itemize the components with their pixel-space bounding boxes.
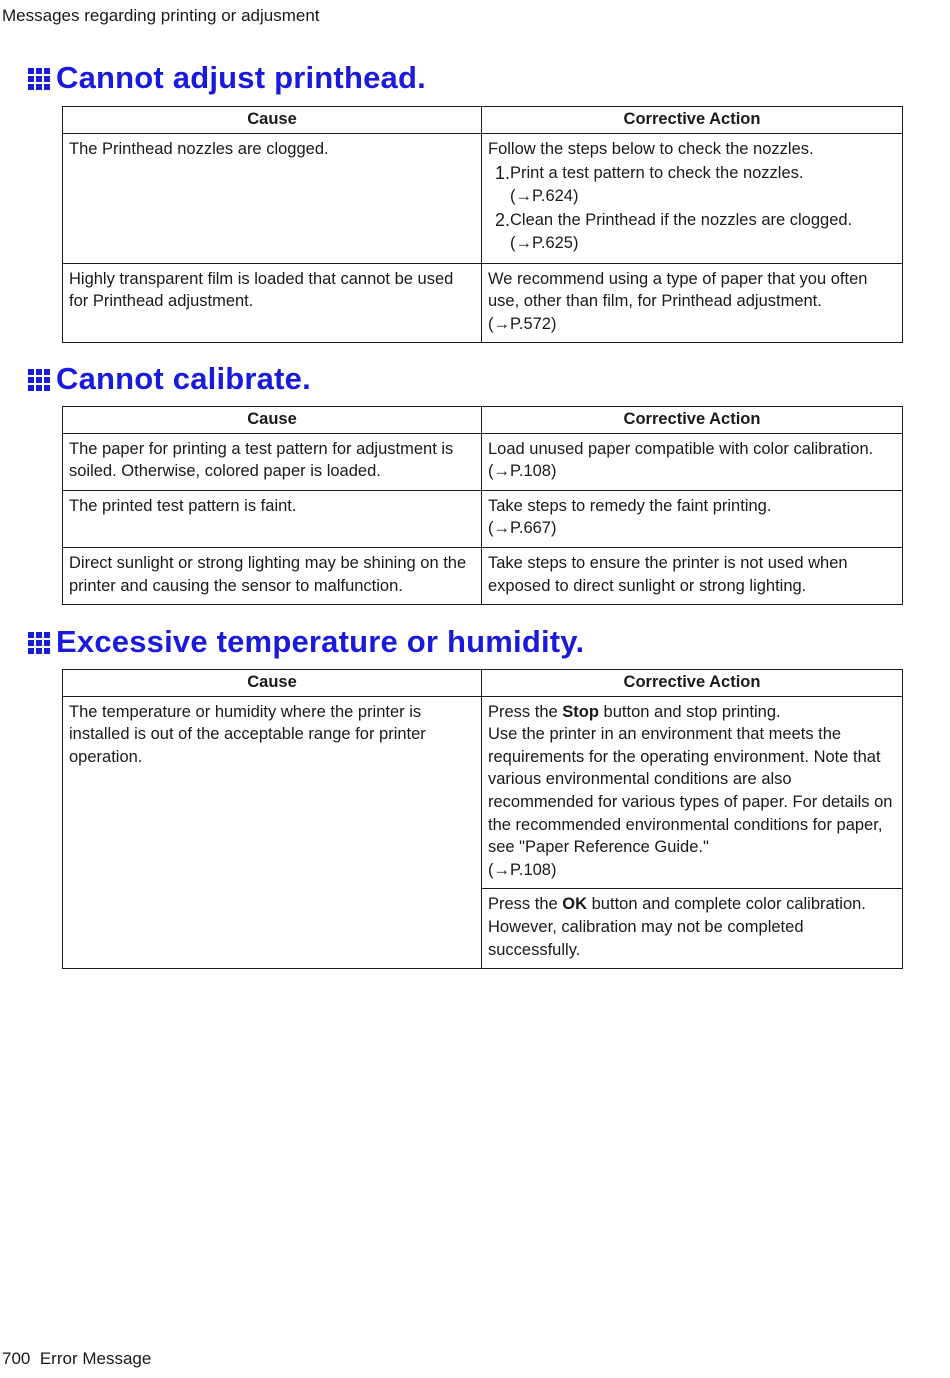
cause-text: The Printhead nozzles are clogged. [69, 139, 329, 158]
section-title-calibrate [28, 361, 311, 397]
cause-column-header: Cause [63, 670, 482, 697]
ok-button-label: OK [562, 895, 588, 914]
action-cell [482, 547, 903, 604]
step-number: 2. [495, 210, 511, 231]
action-text: We recommend using a type of paper that you often use, other than film, for Printhead adjustment. [488, 269, 868, 311]
page-reference-link[interactable]: (→P.625) [510, 233, 579, 252]
cause-column-header: Cause [63, 407, 482, 434]
action-text: Take steps to remedy the faint printing. [488, 496, 772, 515]
table-row [63, 133, 903, 263]
table-header-row [63, 107, 903, 134]
action-column-header: Corrective Action [482, 107, 903, 134]
page-number: 700 [2, 1349, 31, 1368]
table-row [63, 263, 903, 343]
calibrate-table [62, 406, 903, 605]
action-cell [482, 490, 903, 547]
section-title-temperature [28, 624, 584, 660]
action-text: button and stop printing. [598, 702, 781, 721]
table-header-row [63, 407, 903, 434]
step-item [488, 209, 896, 254]
grid-bullet-icon [28, 369, 50, 391]
table-row [63, 490, 903, 547]
section-title-text: Cannot adjust printhead. [56, 60, 426, 95]
action-intro: Follow the steps below to check the nozzles. [488, 139, 814, 158]
stop-button-label: Stop [562, 702, 599, 721]
running-header [2, 6, 320, 26]
section-title-text: Excessive temperature or humidity. [56, 624, 585, 659]
table-header-row [63, 670, 903, 697]
cause-cell [63, 133, 482, 263]
action-cell [482, 433, 903, 490]
action-cell [482, 133, 903, 263]
page-reference-link[interactable]: (→P.108) [488, 462, 557, 481]
page-reference-link[interactable]: (→P.572) [488, 314, 557, 333]
page-reference-link[interactable]: (→P.108) [488, 860, 557, 879]
cause-cell [63, 547, 482, 604]
step-number: 1. [495, 163, 511, 184]
running-footer [2, 1349, 151, 1369]
cause-text: The temperature or humidity where the printer is installed is out of the acceptable range for printer operation. [69, 702, 426, 766]
table-row [63, 433, 903, 490]
cause-text: The paper for printing a test pattern for adjustment is soiled. Otherwise, colored paper is loaded. [69, 439, 454, 481]
action-text: Press the [488, 702, 563, 721]
section-title-printhead [28, 60, 426, 96]
cause-cell [63, 490, 482, 547]
step-text: Print a test pattern to check the nozzles. [510, 164, 804, 183]
action-column-header: Corrective Action [482, 407, 903, 434]
page-reference-link[interactable]: (→P.624) [510, 186, 579, 205]
action-text: Load unused paper compatible with color calibration. [488, 439, 874, 458]
action-cell [482, 889, 903, 969]
footer-section: Error Message [39, 1349, 152, 1368]
page-reference-link[interactable]: (→P.667) [488, 519, 557, 538]
grid-bullet-icon [28, 632, 50, 654]
action-text: Take steps to ensure the printer is not used when exposed to direct sunlight or strong lighting. [488, 553, 848, 595]
table-row [63, 547, 903, 604]
action-text: Use the printer in an environment that meets the requirements for the operating environment. Note that various environmental conditions are also recommended for various types of paper. For details on the recommended environmental conditions for paper, see "Paper Reference Guide." [488, 725, 893, 857]
action-column-header: Corrective Action [482, 670, 903, 697]
cause-column-header: Cause [63, 107, 482, 134]
cause-cell [63, 263, 482, 343]
grid-bullet-icon [28, 68, 50, 90]
step-text: Clean the Printhead if the nozzles are clogged. [510, 211, 853, 230]
action-text: button and complete color calibration. However, calibration may not be completed successfully. [488, 895, 866, 959]
table-row [63, 696, 903, 889]
action-cell [482, 696, 903, 889]
cause-text: Direct sunlight or strong lighting may be shining on the printer and causing the sensor to malfunction. [69, 553, 467, 595]
cause-cell [63, 696, 482, 969]
step-item [488, 162, 896, 207]
cause-text: The printed test pattern is faint. [69, 496, 297, 515]
action-text: Press the [488, 895, 563, 914]
cause-cell [63, 433, 482, 490]
action-cell [482, 263, 903, 343]
printhead-table [62, 106, 903, 343]
cause-text: Highly transparent film is loaded that cannot be used for Printhead adjustment. [69, 269, 454, 311]
running-header-title: Messages regarding printing or adjusment [2, 6, 320, 25]
temperature-table [62, 669, 903, 969]
section-title-text: Cannot calibrate. [56, 361, 311, 396]
